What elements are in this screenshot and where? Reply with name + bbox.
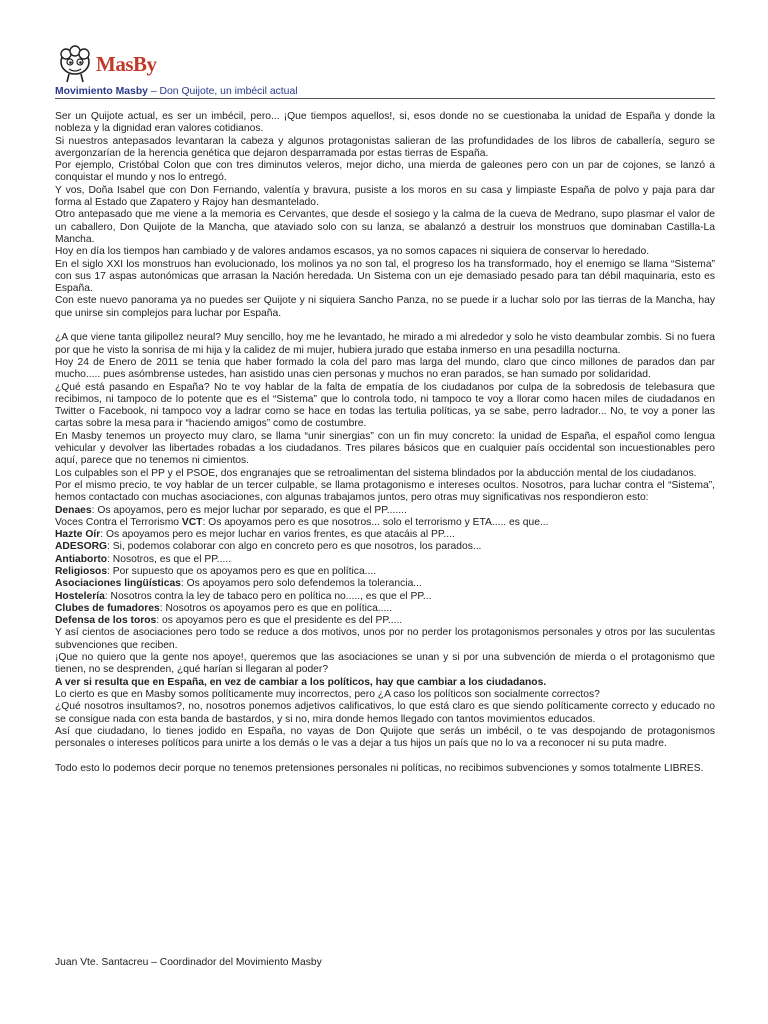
paragraph: Por el mismo precio, te voy hablar de un tercer culpable, se llama protagonismo e intereses ocultos. Nosotros, para luchar contra el “Sistema”, hemos contactado con muchas asociaciones, con algunas trabajamos juntos, pero otras muy significativas nos respondieron esto: — [55, 479, 715, 504]
paragraph: Hoy 24 de Enero de 2011 se tenia que haber formado la cola del paro mas larga del mundo, claro que cinco millones de parados dan par mucho..... pues asómbrense ustedes, han asistido unas cien personas y muchos no eran parados, se han sumado por solidaridad. — [55, 356, 715, 381]
bold-statement: A ver si resulta que en España, en vez de cambiar a los políticos, hay que cambiar a los ciudadanos. — [55, 676, 547, 688]
paragraph: Lo cierto es que en Masby somos políticamente muy incorrectos, pero ¿A caso los políticos son socialmente correctos? — [55, 688, 600, 700]
header-divider — [55, 98, 715, 99]
response-line: Defensa de los toros: os apoyamos pero es que el presidente es del PP..... — [55, 615, 403, 627]
association-name: ADESORG — [55, 541, 108, 553]
header-dash: – — [147, 86, 160, 97]
logo-wordmark: MasBy — [96, 52, 157, 76]
paragraph: Con este nuevo panorama ya no puedes ser Quijote y ni siquiera Sancho Panza, no se puede ir a luchar solo por las tierras de la Mancha, hay que unirse sin complejos para luchar por España. — [55, 295, 715, 319]
association-name: Asociaciones lingüísticas — [55, 578, 181, 590]
paragraph: ¿A que viene tanta gilipollez neural? Muy sencillo, hoy me he levantado, he mirado a mi alrededor y solo he visto deambular zombis. Si no fuera por que he visto la sonrisa de mi hija y la calidez de mi mujer, hubiera jurado que estaba inmerso en una pesadilla nocturna. — [55, 332, 715, 356]
association-name: Defensa de los toros — [55, 615, 157, 627]
association-name: Religiosos — [55, 565, 108, 577]
response-line: Asociaciones lingüísticas: Os apoyamos pero solo defendemos la tolerancia... — [55, 578, 422, 590]
paragraph: Los culpables son el PP y el PSOE, dos engranajes que se retroalimentan del sistema blindados por la abducción mental de los ciudadanos. — [55, 467, 697, 479]
paragraph: Hoy en día los tiempos han cambiado y de valores andamos escasos, ya no somos capaces ni siquiera de conservar lo heredado. — [55, 246, 650, 258]
response-line: Antiaborto: Nosotros, es que el PP..... — [55, 553, 232, 565]
response-line: Clubes de fumadores: Nosotros os apoyamos pero es que en política..... — [55, 602, 393, 614]
association-name: VCT — [181, 516, 203, 528]
response-line: Hazte Oír: Os apoyamos pero es mejor luchar en varios frentes, es que atacáis al PP.... — [55, 529, 455, 541]
paragraph: Por ejemplo, Cristóbal Colon que con tres diminutos veleros, mejor dicho, una mierda de galeones pero con un par de cojones, se lanzó a conquistar el mundo y nos lo entregó. — [55, 160, 715, 184]
paragraph: Así que ciudadano, lo tienes jodido en España, no vayas de Don Quijote que serás un imbécil, o te vas despojando de protagonismos personales o intereses políticos para unirte a los demás o le vas a dejar a tus hijos un país que no lo va a reconocer ni su puta madre. — [55, 725, 715, 750]
sheep-mascot-icon — [55, 44, 99, 84]
response-line: Denaes: Os apoyamos, pero es mejor luchar por separado, es que el PP....... — [55, 504, 407, 516]
article-body — [55, 111, 715, 775]
paragraph: En el siglo XXI los monstruos han evolucionado, los molinos ya no son tal, el progreso los ha transformado, hoy el enemigo se llama “Sistema” con sus 17 aspas autonómicas que arrasan la Nación heredada. Un Sistema con un eje demasiado pesado para tan débil maquinaria, esto es España. — [55, 258, 715, 295]
association-name: Denaes — [55, 504, 92, 516]
paragraph: ¡Que no quiero que la gente nos apoye!, queremos que las asociaciones se unan y si por una subvención de mierda o el protagonismo que tienen, no se desprenden, ¿qué harían si llegaran al poder? — [55, 652, 715, 676]
response-line: Voces Contra el Terrorismo VCT: Os apoyamos pero es que nosotros... solo el terrorismo y ETA..... es que... — [55, 516, 549, 528]
paragraph: Y vos, Doña Isabel que con Don Fernando, valentía y bravura, pusiste a los moros en su casa y limpiaste España de polvo y paja para dar forma al Estado que Zapatero y Rajoy han desmantelado. — [55, 184, 715, 209]
document-subtitle: Don Quijote, un imbécil actual — [159, 86, 298, 97]
paragraph: Y así cientos de asociaciones pero todo se reduce a dos motivos, unos por no perder los protagonismos personales y otros por las suculentas subvenciones que reciben. — [55, 627, 715, 651]
paragraph: Otro antepasado que me viene a la memoria es Cervantes, que desde el sosiego y la calma de la cueva de Medrano, supo plasmar el valor de un caballero, Don Quijote de la Mancha, que ataviado solo con su lanza, se abalanzó a destruir los monstruos que dominaban Castilla-La Mancha. — [55, 209, 715, 245]
document-header — [55, 86, 298, 97]
signature: Juan Vte. Santacreu – Coordinador del Movimiento Masby — [55, 957, 322, 968]
association-name: Antiaborto — [55, 553, 108, 565]
paragraph: Ser un Quijote actual, es ser un imbécil, pero... ¡Que tiempos aquellos!, si, esos donde no se cuestionaba la unidad de España y donde la nobleza y la dignidad eran valores cotidianos. — [55, 111, 715, 135]
association-name: Hazte Oír — [55, 529, 101, 541]
final-paragraph: Todo esto lo podemos decir porque no tenemos pretensiones personales ni políticas, no recibimos subvenciones y somos totalmente LIBRES. — [55, 762, 704, 774]
response-line: ADESORG: Si, podemos colaborar con algo en concreto pero es que nosotros, los parados... — [55, 541, 482, 553]
association-name: Hostelería — [55, 590, 105, 602]
paragraph: En Masby tenemos un proyecto muy claro, se llama “unir sinergias” con un fin muy concreto: la unidad de España, el español como lengua vehicular y devolver las libertades robadas a los ciudadanos. Tres pilares básicos que en cualquier país occidental son incuestionables pero aquí, parece que no tenemos ni cimientos. — [55, 430, 715, 467]
association-name: Clubes de fumadores — [55, 602, 160, 614]
paragraph: ¿Qué nosotros insultamos?, no, nosotros ponemos adjetivos calificativos, lo que está claro es que siendo políticamente correcto y educado no se consigue nada con esta banda de bastardos, y si no, mira donde hemos llegado con tantos movimientos educados. — [55, 701, 715, 725]
org-name: Movimiento Masby — [55, 86, 148, 97]
paragraph: ¿Qué está pasando en España? No te voy hablar de la falta de empatía de los ciudadanos por culpa de la sobredosis de telebasura que recibimos, ni tampoco de lo potente que es el “Sistema” que lo controla todo, ni tampoco te voy a llorar como hacen miles de ciudadanos en Twitter o Facebook, ni tampoco voy a ladrar como se hace en todas las tertulia políticas, ya se sabe, perro ladrador... No, te voy a poner las cartas sobre la mesa para ir “haciendo amigos” como de costumbre. — [55, 381, 715, 430]
response-line: Hostelería: Nosotros contra la ley de tabaco pero en política no....., es que el PP... — [55, 590, 432, 602]
response-line: Religiosos: Por supuesto que os apoyamos pero es que en política.... — [55, 565, 377, 577]
paragraph: Si nuestros antepasados levantaran la cabeza y algunos protagonistas salieran de las profundidades de los libros de caballería, seguro se avergonzarían de la herencia genética que dejaron desparramada por estas tierras de España. — [55, 135, 715, 159]
